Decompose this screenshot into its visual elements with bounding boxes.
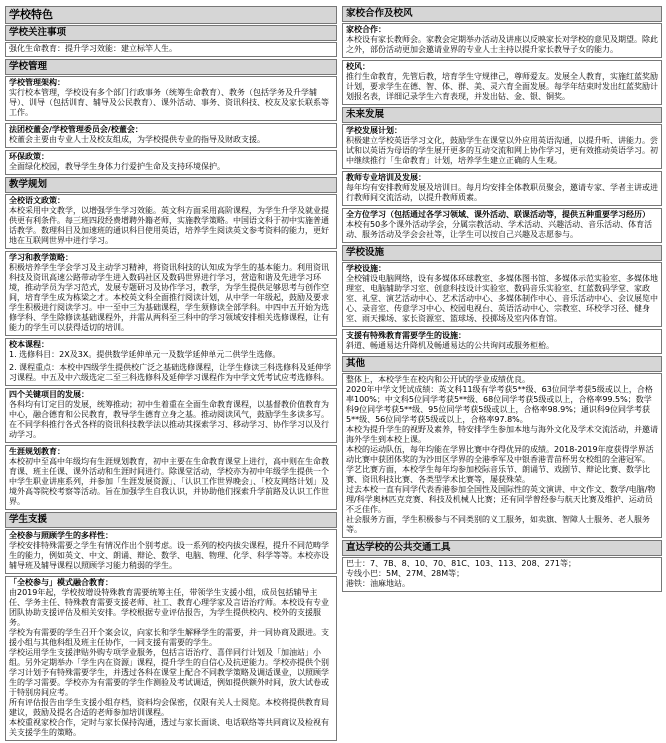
school-curriculum-box [5, 338, 337, 386]
key-tasks-text: 各科均有订定目的发展，统筹推动；初中生着重在全面生命教育课程，以基督教价值教育为中心，融合德育和公民教育，教导学生德育立身之基。推动阅读风气，鼓励学生多读多写。在不同学科推行各式各样的资讯科技教学法以推动其探索学习、移动学习、协作学习以及行动学习。 [9, 400, 329, 439]
teaching-header: 教学规划 [5, 177, 337, 193]
management-header: 学校管理 [5, 59, 337, 75]
teacher-development-text: 每年均有安排教师发展及培训日。每月均安排全体教职员聚会，邀请专家、学者主讲或进行教师间交流活动，以提升教师质素。 [346, 183, 658, 202]
diversity-title: 全校参与照顾学生的多样性： [9, 531, 113, 540]
facilities-text: 全校铺设电脑网络，设有多媒体环球教室、多媒体图书馆、多媒体示范实验室、多媒体地理室、电脑辅助学习室、创意科技设计实验室、数码音乐实验室、红蓝数码学堂、家政室、礼堂、演艺活动中心、艺术活动中心、多媒体制作中心、音乐活动中心、会议展览中心、录音室、传意学习中心、校园电视台、英语活动中心、宗教室、环校学习径、健身室、雨天操场、家长资源室、篮球场、投掷场及室内体育馆。 [346, 274, 658, 323]
holistic-learning-box [342, 208, 662, 243]
sen-facilities-title: 支援有特殊教育需要学生的设施： [346, 331, 466, 340]
school-curriculum-title: 校本课程： [9, 340, 49, 349]
holistic-learning-title: 全方位学习（包括通过各学习领域、课外活动、联课活动等，提供五种重要学习经历） [346, 210, 650, 219]
sen-facilities-text: 斜道、畅通易达升降机及畅通易达的公共询问或服务柜枱。 [346, 341, 554, 350]
diversity-text: 学校安排特殊需要之学生有情况作出个别考虑。设一系列的校内拔尖课程，提升不同范畴学生的能力，例如英文、中文、朗诵、辩论、数学、电脑、物理、化学、科学等等。本校亦设辅导班及辅导课程以照顾学习能力稍弱的学生。 [9, 541, 329, 570]
facilities-title: 学校设施： [346, 264, 386, 273]
inclusive-education-text-4: 所有评估报告由学生支援小组存档，资料均会保密，仅限有关人士阅览。本校将提供教育局建议，鼓励及提名合适的老师参加培训课程。 [9, 698, 329, 717]
development-plan-title: 学校发展计划： [346, 126, 402, 135]
others-text-2: 2020年中学文凭试成绩：英文科11级有学考获5**级、63位同学考获5级或以上，合格率100%；中文科5位同学考获5**级、68位同学考获5级或以上，合格率99.5%；数学科9位同学考获5**级、95位同学考获5级或以上，合格率98.9%；通识科9位同学考获5**级、56位同学考获5级或以上，合格率97.8%。 [346, 385, 653, 424]
right-column [342, 6, 662, 594]
student-support-header: 学生支援 [5, 512, 337, 528]
inclusive-education-title: 「全校参与」模式融合教育： [9, 578, 113, 587]
home-school-title: 家校合作： [346, 25, 386, 34]
inclusive-education-text-5: 本校重视家校合作，定时与家长保持沟通，透过与家长面谈、电话联络等共同商议及检视有关支援学生的策略。 [9, 718, 329, 737]
transport-rail: 港铁：油麻地站。 [346, 579, 410, 588]
language-policy-title: 全校语文政策： [9, 196, 65, 205]
learning-strategy-text: 积极培养学生学会学习及主动学习精神，将资讯科技的认知成为学生的基本能力。利用资讯科技及资讯高速公路带动学生进入数码社区及数码世界进行学习，营造和谐及先进学习环境，推动学员为学习范式，发展专题研习及协作学习，教学，为学生提供足够思考与创作空间，培育学生成为栋梁之才。本校英文科全面推行阅读计划，从中学一年级起，鼓励及要求学生积极进行阅读学习。中一至中三为基础课程，学生须修读全部学科。中四中五开始为选修学科、学生除修读基础课程外，并需从两科至三科中的学习领域安排相关选修课程，让有能力的学生可以获得适切的培训。 [9, 263, 329, 332]
facilities-header: 学校设施 [342, 245, 662, 261]
ethos-text: 推行生命教育，先管后教，培育学生守规律己，尊师爱友。发展全人教育，实施红蓝奖励计划，要求学生在德、智、体、群、美、灵六育全面发展。每学年结束时发出红蓝奖励计划报名表，详细记录学生六育表现，并发出钻、金、银、铜奖。 [346, 72, 658, 101]
teacher-development-title: 教师专业培训及发展： [346, 173, 426, 182]
management-structure-box [5, 76, 337, 121]
learning-strategy-box [5, 251, 337, 336]
env-policy-text: 全面绿化校园，教导学生身体力行爱护生命及支持环境保护。 [9, 162, 225, 171]
life-planning-box [5, 445, 337, 510]
life-planning-text: 本校初中至高中年级均有生涯规划教育，初中主要在生命教育课堂上进行，高中则在生命教育课、班主任课、课外活动和生涯时间进行。除课堂活动，学校亦为初中年级学生提供一个中学生职业讲座系列，并参加「生涯发展资源」、「认识工作世界晚会」、「校友网络计划」及境外高等院校考察等活动。旨在加强学生自我认识，并协助他们探索升学前路及认识工作世界。 [9, 457, 329, 506]
others-text-5: 学艺比赛方面，本校学生每年均参加校际音乐节、朗诵节、戏剧节、辩论比赛、数学比赛、资讯科技比赛、各类型学术比赛等，屡获殊荣。 [346, 465, 650, 484]
learning-strategy-title: 学习和教学策略： [9, 253, 73, 262]
board-title: 法团校董会/学校管理委员会/校董会： [9, 125, 143, 134]
diversity-box [5, 529, 337, 574]
teacher-development-box [342, 171, 662, 206]
others-header: 其他 [342, 356, 662, 372]
management-structure-text: 实行校本管理，学校设有多个部门行政事务（统筹生命教育）、教务（包括学务及升学辅导）、训导（包括训育、辅导及公民教育）、课外活动、事务、资讯科技、校友及家长联系等工作。 [9, 88, 329, 117]
concerns-text: 强化生命教育：提升学习效能：建立标竿人生。 [9, 44, 177, 53]
future-header: 未来发展 [342, 107, 662, 123]
key-tasks-box [5, 388, 337, 443]
left-column [5, 6, 337, 743]
others-text-4: 本校的运动队伍，每年均能在学界比赛中夺得优异的成绩。2018-2019年度获得学界活动比赛中获团体奖的为沙田区学界的全港季军及中银香港青苗杯男女校组的全港冠军。 [346, 445, 654, 464]
development-plan-box [342, 124, 662, 169]
transport-box [342, 557, 662, 592]
key-tasks-title: 四个关键项目的发展： [9, 390, 89, 399]
others-text-1: 整体上，本校学生在校内和公开试的学业成绩优良。 [346, 375, 530, 384]
transport-header: 直达学校的公共交通工具 [342, 540, 662, 556]
sen-facilities-box [342, 329, 662, 354]
facilities-box [342, 262, 662, 327]
inclusive-education-box [5, 576, 337, 741]
inclusive-education-text-3: 学校运用学生支援津贴外购专项学业服务，包括言语治疗、喜伴同行计划及「加油站」小组。另外定期举办「学生内在资源」课程，提升学生的自信心及抗逆能力。学校亦提供个别学习计划予有特殊需要学生，并透过各科在课堂上配合不同教学策略及调适课业，以照顾学生的学习需要。学校亦为有需要的学生作测验及考试调适，例如提供额外时间，放大试卷或于特别房间应考。 [9, 648, 329, 697]
env-policy-box [5, 150, 337, 175]
concerns-box [5, 42, 337, 57]
others-text-6: 过去本校一直有同学代表香港参加全国性及国际性的英文演讲、中文作文、数学/电脑/物理/科学奥林匹克竞赛、科技及机械人比赛；还有同学曾经参与航天比赛及维护、运动员不乏佳作。 [346, 485, 656, 514]
life-planning-title: 生涯规划教育： [9, 447, 65, 456]
env-policy-title: 环保政策： [9, 152, 49, 161]
management-structure-title: 学校管理架构： [9, 78, 65, 87]
inclusive-education-text-1: 由2019年起，学校按增设特殊教育需要统筹主任，带领学生支援小组，成员包括辅导主任、学务主任、特殊教育需要支援老师、社工、教育心理学家及言语治疗师。本校设有专业团队协助支援评估及相关安排。学校根据专业评估报告，为学生提供校内、校外的支援服务。 [9, 588, 329, 627]
language-policy-box [5, 194, 337, 249]
transport-minibus: 专线小巴：5M、27M、28M等； [346, 569, 465, 578]
others-text-7: 社会服务方面，学生积极参与不同类别的义工服务，如卖旗、智障人士服务、老人服务等。 [346, 515, 650, 534]
home-school-header: 家校合作及校风 [342, 6, 662, 22]
language-policy-text: 本校采用中文教学，以增强学生学习效能。英文科方面采用高阶课程，为学生升学及就业提供更有利条件。每三班四段经费增聘外籍老师，实施教学策略。中国语文科于初中实施普通话教学。数理科目及加速班的通识科目使用英语，培养学生阅读英文参考资料的能力，更好地在互联网世界中进行学习。 [9, 206, 329, 245]
board-text: 校董会主要由专业人士及校友组成，为学校提供专业的指导及财政支援。 [9, 135, 265, 144]
school-features-title: 学校特色 [5, 6, 337, 24]
holistic-learning-text: 本校有50多个课外活动学会，分属宗教活动、学术活动、兴趣活动、音乐活动、体育活动、服务活动及学会会社等，让学生可以按自己兴趣及志愿参与。 [346, 220, 653, 239]
board-box [5, 123, 337, 148]
concerns-header: 学校关注事项 [5, 25, 337, 41]
ethos-title: 校风： [346, 62, 370, 71]
school-curriculum-text-2: 2. 课程重点：本校中四级学生提供校广泛之基础选修课程，让学生修读三科选修科及延伸学习课程。中五及中六级选定二至三科选修科及延伸学习课程作为中学文凭考试应考选修科。 [9, 363, 332, 382]
inclusive-education-text-2: 学校为有需要的学生召开个案会议，向家长和学生解释学生的需要，并一同协商及跟进。支援小组与其他科组及班主任协作，一同支援有需要的学生。 [9, 628, 329, 647]
home-school-text: 本校设有家长教师会。家教会定期举办活动及讲座以反映家长对学校的意见及期望。除此之外，部份活动更加会邀请业界的专业人士主持以提升家长教导子女的能力。 [346, 35, 658, 54]
others-box [342, 373, 662, 538]
home-school-box [342, 23, 662, 58]
development-plan-text: 积极建立学校英语学习文化，鼓励学生在课堂以外应用英语沟通，以提升听、讲能力。尝试和以英语为母语的学生展开更多的互动交流和网上协作学习，更有效推动英语学习。初中继续推行「生命教育」计划，培养学生建立正确的人生观。 [346, 136, 658, 165]
others-text-3: 本校为提升学生的视野及素养，特安排学生参加本地与海外文化及学术交流活动，并邀请海外学生到本校上课。 [346, 425, 658, 444]
ethos-box [342, 60, 662, 105]
transport-bus: 巴士：7、7B、8、10、70、81C、103、113、208、271等； [346, 559, 576, 568]
school-curriculum-text-1: 1. 选修科目：2X及3X。提供数学延伸单元一及数学延伸单元二供学生选修。 [9, 350, 281, 359]
